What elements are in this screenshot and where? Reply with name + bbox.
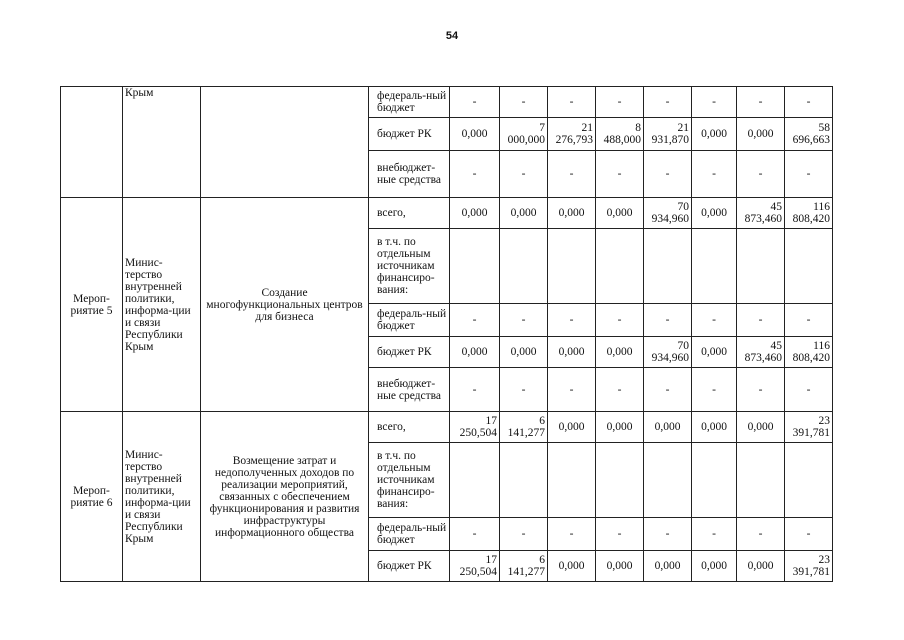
value-cell <box>500 229 548 304</box>
value-cell: 0,000 <box>596 337 644 368</box>
value-cell: - <box>596 87 644 118</box>
source-cell: бюджет РК <box>369 118 450 151</box>
value-cell: - <box>548 87 596 118</box>
value-cell: - <box>692 518 737 551</box>
value-cell: 0,000 <box>692 337 737 368</box>
value-cell: - <box>548 368 596 412</box>
value-cell <box>548 229 596 304</box>
source-cell: федераль-ный бюджет <box>369 304 450 337</box>
executor-cell: Минис-терство внутренней политики, информа-ции и связи Республики Крым <box>123 198 201 412</box>
value-cell <box>644 443 692 518</box>
value-cell: - <box>785 151 833 198</box>
budget-table <box>60 86 833 582</box>
value-cell: 70 934,960 <box>644 337 692 368</box>
value-cell: 116 808,420 <box>785 198 833 229</box>
value-cell: - <box>500 304 548 337</box>
value-cell: 58 696,663 <box>785 118 833 151</box>
value-cell: - <box>548 518 596 551</box>
value-cell <box>785 229 833 304</box>
value-cell: 0,000 <box>596 412 644 443</box>
source-cell: в т.ч. по отдельным источникам финансиро-вания: <box>369 443 450 518</box>
value-cell: 0,000 <box>548 337 596 368</box>
value-cell: - <box>596 368 644 412</box>
value-cell: - <box>737 368 785 412</box>
value-cell: 0,000 <box>737 551 785 582</box>
source-cell: внебюджет-ные средства <box>369 368 450 412</box>
table-row <box>61 412 833 443</box>
value-cell: - <box>692 304 737 337</box>
task-cell <box>201 87 369 198</box>
source-cell: внебюджет-ные средства <box>369 151 450 198</box>
value-cell: 0,000 <box>548 412 596 443</box>
executor-cell: Минис-терство внутренней политики, информа-ции и связи Республики Крым <box>123 412 201 582</box>
page-number: 54 <box>445 30 459 42</box>
value-cell: - <box>692 151 737 198</box>
value-cell: 23 391,781 <box>785 551 833 582</box>
value-cell: 21 931,870 <box>644 118 692 151</box>
value-cell: - <box>692 87 737 118</box>
value-cell <box>548 443 596 518</box>
value-cell: - <box>737 151 785 198</box>
value-cell: - <box>500 518 548 551</box>
value-cell: 0,000 <box>450 118 500 151</box>
event-cell: Мероп-риятие 5 <box>61 198 123 412</box>
value-cell: - <box>737 87 785 118</box>
value-cell <box>596 229 644 304</box>
value-cell: 21 276,793 <box>548 118 596 151</box>
source-cell: бюджет РК <box>369 551 450 582</box>
value-cell: - <box>785 304 833 337</box>
value-cell <box>737 229 785 304</box>
value-cell: 7 000,000 <box>500 118 548 151</box>
value-cell <box>737 443 785 518</box>
value-cell: - <box>644 151 692 198</box>
event-cell: Мероп-риятие 6 <box>61 412 123 582</box>
source-cell: федераль-ный бюджет <box>369 518 450 551</box>
value-cell: 17 250,504 <box>450 412 500 443</box>
value-cell: 0,000 <box>737 412 785 443</box>
value-cell: - <box>644 368 692 412</box>
task-cell: Возмещение затрат и недополученных доходов по реализации мероприятий, связанных с обеспечением функционирования и развития инфраструктуры информационного общества <box>201 412 369 582</box>
source-cell: бюджет РК <box>369 337 450 368</box>
task-cell: Создание многофункциональных центров для бизнеса <box>201 198 369 412</box>
value-cell <box>596 443 644 518</box>
value-cell: - <box>644 87 692 118</box>
value-cell: - <box>737 518 785 551</box>
value-cell: - <box>450 87 500 118</box>
value-cell <box>644 229 692 304</box>
value-cell: 0,000 <box>692 198 737 229</box>
value-cell: 45 873,460 <box>737 198 785 229</box>
value-cell: 45 873,460 <box>737 337 785 368</box>
value-cell: - <box>785 368 833 412</box>
value-cell: 0,000 <box>692 412 737 443</box>
value-cell: - <box>548 151 596 198</box>
value-cell <box>450 229 500 304</box>
value-cell: - <box>548 304 596 337</box>
value-cell: 8 488,000 <box>596 118 644 151</box>
value-cell: - <box>500 368 548 412</box>
source-cell: всего, <box>369 198 450 229</box>
value-cell: 6 141,277 <box>500 551 548 582</box>
value-cell: - <box>644 304 692 337</box>
value-cell: 0,000 <box>450 198 500 229</box>
value-cell: - <box>644 518 692 551</box>
value-cell: 23 391,781 <box>785 412 833 443</box>
value-cell <box>692 443 737 518</box>
value-cell: 0,000 <box>548 551 596 582</box>
value-cell: 6 141,277 <box>500 412 548 443</box>
value-cell: - <box>450 151 500 198</box>
table-row <box>61 198 833 229</box>
value-cell: 0,000 <box>596 551 644 582</box>
value-cell: 0,000 <box>692 118 737 151</box>
source-cell: в т.ч. по отдельным источникам финансиро-вания: <box>369 229 450 304</box>
value-cell: 17 250,504 <box>450 551 500 582</box>
value-cell: 0,000 <box>737 118 785 151</box>
value-cell: - <box>450 368 500 412</box>
value-cell <box>450 443 500 518</box>
value-cell: 0,000 <box>548 198 596 229</box>
value-cell: - <box>596 518 644 551</box>
value-cell <box>500 443 548 518</box>
value-cell: 0,000 <box>596 198 644 229</box>
value-cell: 0,000 <box>500 198 548 229</box>
value-cell: 0,000 <box>644 551 692 582</box>
value-cell: 0,000 <box>500 337 548 368</box>
source-cell: всего, <box>369 412 450 443</box>
value-cell: - <box>692 368 737 412</box>
value-cell: - <box>450 518 500 551</box>
value-cell: 116 808,420 <box>785 337 833 368</box>
source-cell: федераль-ный бюджет <box>369 87 450 118</box>
value-cell: - <box>596 304 644 337</box>
event-cell <box>61 87 123 198</box>
value-cell: 70 934,960 <box>644 198 692 229</box>
value-cell: 0,000 <box>450 337 500 368</box>
value-cell: - <box>785 87 833 118</box>
value-cell: - <box>500 151 548 198</box>
value-cell: 0,000 <box>692 551 737 582</box>
table-row <box>61 87 833 118</box>
value-cell: 0,000 <box>644 412 692 443</box>
value-cell: - <box>785 518 833 551</box>
value-cell: - <box>500 87 548 118</box>
value-cell <box>692 229 737 304</box>
value-cell: - <box>596 151 644 198</box>
value-cell: - <box>450 304 500 337</box>
value-cell <box>785 443 833 518</box>
value-cell: - <box>737 304 785 337</box>
executor-cell: Крым <box>123 87 201 198</box>
